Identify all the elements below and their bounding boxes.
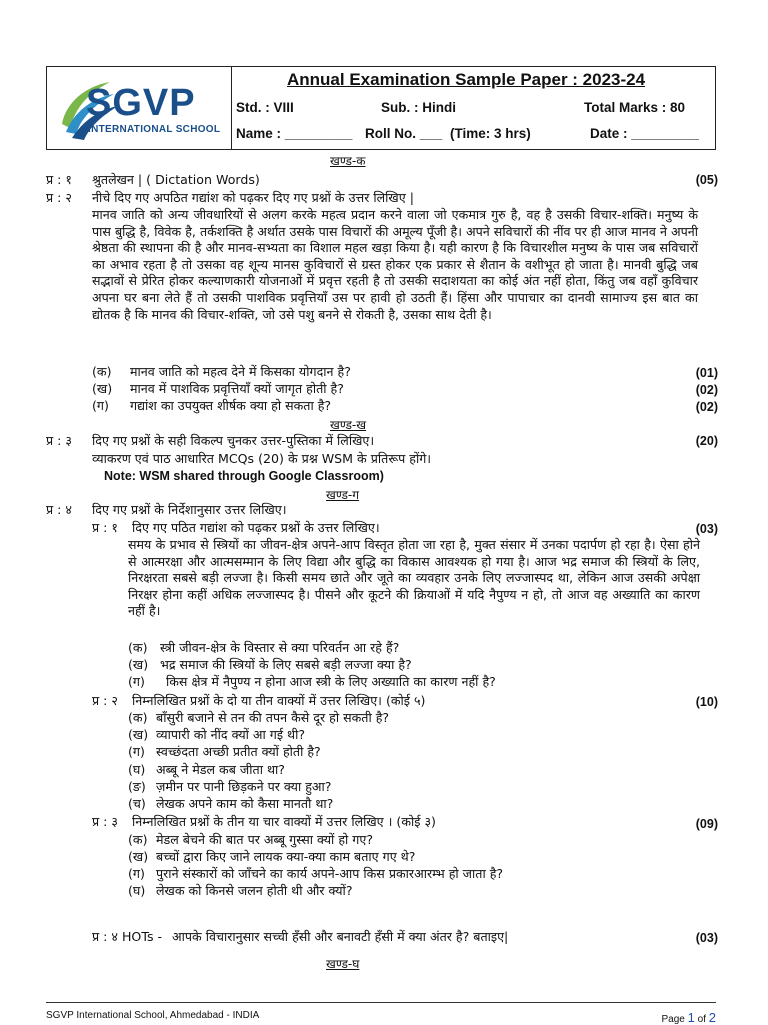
q3-number: प्र : ३ [46,433,72,448]
q4-p1b-text: भद्र समाज की स्त्रियों के लिए सबसे बड़ी लज्जा क्या है? [160,657,412,672]
section-gha-heading: खण्ड-घ [326,957,360,971]
q4-p2-marks: (10) [695,695,718,709]
q4-p2a-label: (क) [128,710,148,725]
q2c-text: गद्यांश का उपयुक्त शीर्षक क्या हो सकता है? [130,398,332,413]
q4-p2f-text: लेखक अपने काम को कैसा मानतौ था? [156,796,334,811]
name-field: Name : _________ [236,126,353,141]
q2a-marks: (01) [695,366,718,380]
q2b-marks: (02) [695,383,718,397]
q2-text: नीचे दिए गए अपठित गद्यांश को पढ़कर दिए गए प्रश्नों के उत्तर लिखिए | [92,190,414,205]
q2-number: प्र : २ [46,190,72,205]
q2b-text: मानव में पाशविक प्रवृत्तियाँ क्यों जागृत होती है? [130,381,344,396]
q4-p3d-text: लेखक को किनसे जलन होती थी और क्यों? [156,883,353,898]
q4-p2d-text: अब्बू ने मेडल कब जीता था? [156,762,285,777]
roll-no-field: Roll No. ___ [365,126,443,141]
logo-subtext: INTERNATIONAL SCHOOL [88,124,221,135]
q4-number: प्र : ४ [46,502,72,517]
q4-p3-number: प्र : ३ [92,814,118,829]
q4-p1-number: प्र : १ [92,520,118,535]
q4-p4-marks: (03) [695,931,718,945]
logo-wordmark: SGVP [86,82,196,124]
q4-p2c-label: (ग) [128,744,145,759]
q1-number: प्र : १ [46,172,72,187]
q4-p1c-label: (ग) [128,674,145,689]
section-kha-heading: खण्ड-ख [330,418,367,432]
page-of: of [697,1014,706,1025]
q4-p3c-label: (ग) [128,866,145,881]
q3-line2: व्याकरण एवं पाठ आधारित MCQs (20) के प्रश्न WSM के प्रतिरूप होंगे। [92,451,432,466]
q4-p4-text: आपके विचारानुसार सच्ची हँसी और बनावटी हँसी में क्या अंतर है? बताइए| [172,929,509,944]
q4-p2d-label: (घ) [128,762,146,777]
q4-p3b-text: बच्चों द्वारा किए जाने लायक क्या-क्या काम बताए गए थे? [156,849,416,864]
q4-p1-marks: (03) [695,522,718,536]
q4-p3a-text: मेडल बेचने की बात पर अब्बू गुस्सा क्यों हो गए? [156,832,374,847]
q4-text: दिए गए प्रश्नों के निर्देशानुसार उत्तर लिखिए। [92,502,287,517]
q4-p1b-label: (ख) [128,657,149,672]
page-prefix: Page [661,1014,685,1025]
paper-title: Annual Examination Sample Paper : 2023-24 [287,70,646,89]
section-ga-heading: खण्ड-ग [326,488,360,502]
q4-p2a-text: बाँसुरी बजाने से तन की तपन कैसे दूर हो सकती है? [156,710,390,725]
q4-p2b-text: व्यापारी को नींद क्यों आ गई थी? [156,727,306,742]
q1-text: श्रुतलेखन | ( Dictation Words) [92,172,260,187]
q4-p3-marks: (09) [695,817,718,831]
q4-p2b-label: (ख) [128,727,149,742]
q4-p2c-text: स्वच्छंदता अच्छी प्रतीत क्यों होती है? [156,744,321,759]
q4-p1a-label: (क) [128,640,148,655]
q4-p2e-label: (ङ) [128,779,146,794]
q4-p2-number: प्र : २ [92,693,118,708]
q4-p1-text: दिए गए पठित गद्यांश को पढ़कर प्रश्नों के उत्तर लिखिए। [132,520,380,535]
page-number: 1 [687,1010,695,1025]
q4-p2f-label: (च) [128,796,146,811]
page-total: 2 [708,1010,716,1025]
total-marks-label: Total Marks : 80 [584,100,686,115]
q4-p2e-text: ज़मीन पर पानी छिड़कने पर क्या हुआ? [156,779,332,794]
q4-p4-number: प्र : ४ HOTs - [92,929,163,944]
section-ka-heading: खण्ड-क [330,154,366,168]
q3-marks: (20) [695,434,718,448]
q2c-marks: (02) [695,400,718,414]
q2a-text: मानव जाति को महत्व देने में किसका योगदान है? [130,364,351,379]
q2a-label: (क) [92,364,112,379]
q3-text: दिए गए प्रश्नों के सही विकल्प चुनकर उत्तर-पुस्तिका में लिखिए। [92,433,375,448]
subject-label: Sub. : Hindi [381,100,456,115]
q4-p2-text: निम्नलिखित प्रश्नों के दो या तीन वाक्यों में उत्तर लिखिए। (कोई ५) [132,693,426,708]
std-label: Std. : VIII [236,100,294,115]
q4-p1c-text: किस क्षेत्र में नैपुण्य न होना आज स्त्री के लिए अख्याति का कारण नहीं है? [166,674,496,689]
q4-p3d-label: (घ) [128,883,146,898]
page-indicator [661,1010,716,1025]
q2c-label: (ग) [92,398,109,413]
q4-p3b-label: (ख) [128,849,149,864]
q2b-label: (ख) [92,381,113,396]
q1-marks: (05) [695,173,718,187]
q3-note: Note: WSM shared through Google Classroom) [104,469,384,483]
footer-school: SGVP International School, Ahmedabad - INDIA [46,1010,260,1021]
q4-p1a-text: स्त्री जीवन-क्षेत्र के विस्तार से क्या परिवर्तन आ रहे हैं? [160,640,400,655]
date-field: Date : _________ [590,126,699,141]
footer-rule [46,1002,716,1003]
q4-p1-passage: समय के प्रभाव से स्त्रियों का जीवन-क्षेत्र अपने-आप विस्तृत होता जा रहा है, मुक्त संसार में उनका पदार्पण हो रहा है। ऐसा होने से आत्मरक्षा और आत्मसम्मान के लिए विद्या और बुद्धि का विकास आवश्यक हो गया है। आज भद्र समाज की स्त्रियों के लिए, निरक्षरता सबसे बड़ी लज्जा है। किसी समय छाते और जूते का व्यवहार उनके लिए लज्जास्पद था, लेकिन आज उसकी अपेक्षा निरक्षर होना कहीं अधिक लज्जास्पद है। पीसने और कूटने की क्रियाओं में यदि नैपुण्य न हो, तो आज वह अख्याति का कारण नहीं है। [128,537,700,619]
header-divider [231,67,232,149]
q2-passage: मानव जाति को अन्य जीवधारियों से अलग करके महत्व प्रदान करने वाला जो एकमात्र गुरु है, वह है उसकी विचार-शक्ति। मनुष्य के पास बुद्धि है, विवेक है, तर्कशक्ति है अर्थात उसके पास विचारों की अमूल्य पूँजी है। अपने सविचारों की नींव पर ही आज मानव ने अपनी श्रेष्ठता की स्थापना की है और मानव-सभ्यता का विशाल महल खड़ा किया है। यही कारण है कि विचारशील मनुष्य के पास जब सविचारों का अभाव रहता है तो उसका वह शून्य मानस कुविचारों से ग्रस्त होकर एक प्रकार से शैतान के वशीभूत हो जाता है। मानवी बुद्धि जब सद्भावों से प्रेरित होकर कल्याणकारी योजनाओं में प्रवृत्त रहती है तो उसकी सदाशयता का कोई अंत नहीं होता, किंतु जब वहाँ कुविचार अपना घर बना लेते हैं तो उसकी पाशविक प्रवृत्तियाँ उस पर हावी हो उठती हैं। हिंसा और पापाचार का दानवी सामाज्य इस बात का द्योतक है कि मानव की विचार-शक्ति, जो उसे पशु बनने से रोकती है, उसका साथ देती है। [92,207,698,322]
q4-p3a-label: (क) [128,832,148,847]
q4-p3c-text: पुराने संस्कारों को जाँचने का कार्य अपने-आप किस प्रकारआरम्भ हो जाता है? [156,866,504,881]
time-label: (Time: 3 hrs) [450,126,531,141]
q4-p3-text: निम्नलिखित प्रश्नों के तीन या चार वाक्यों में उत्तर लिखिए । (कोई ३) [132,814,436,829]
